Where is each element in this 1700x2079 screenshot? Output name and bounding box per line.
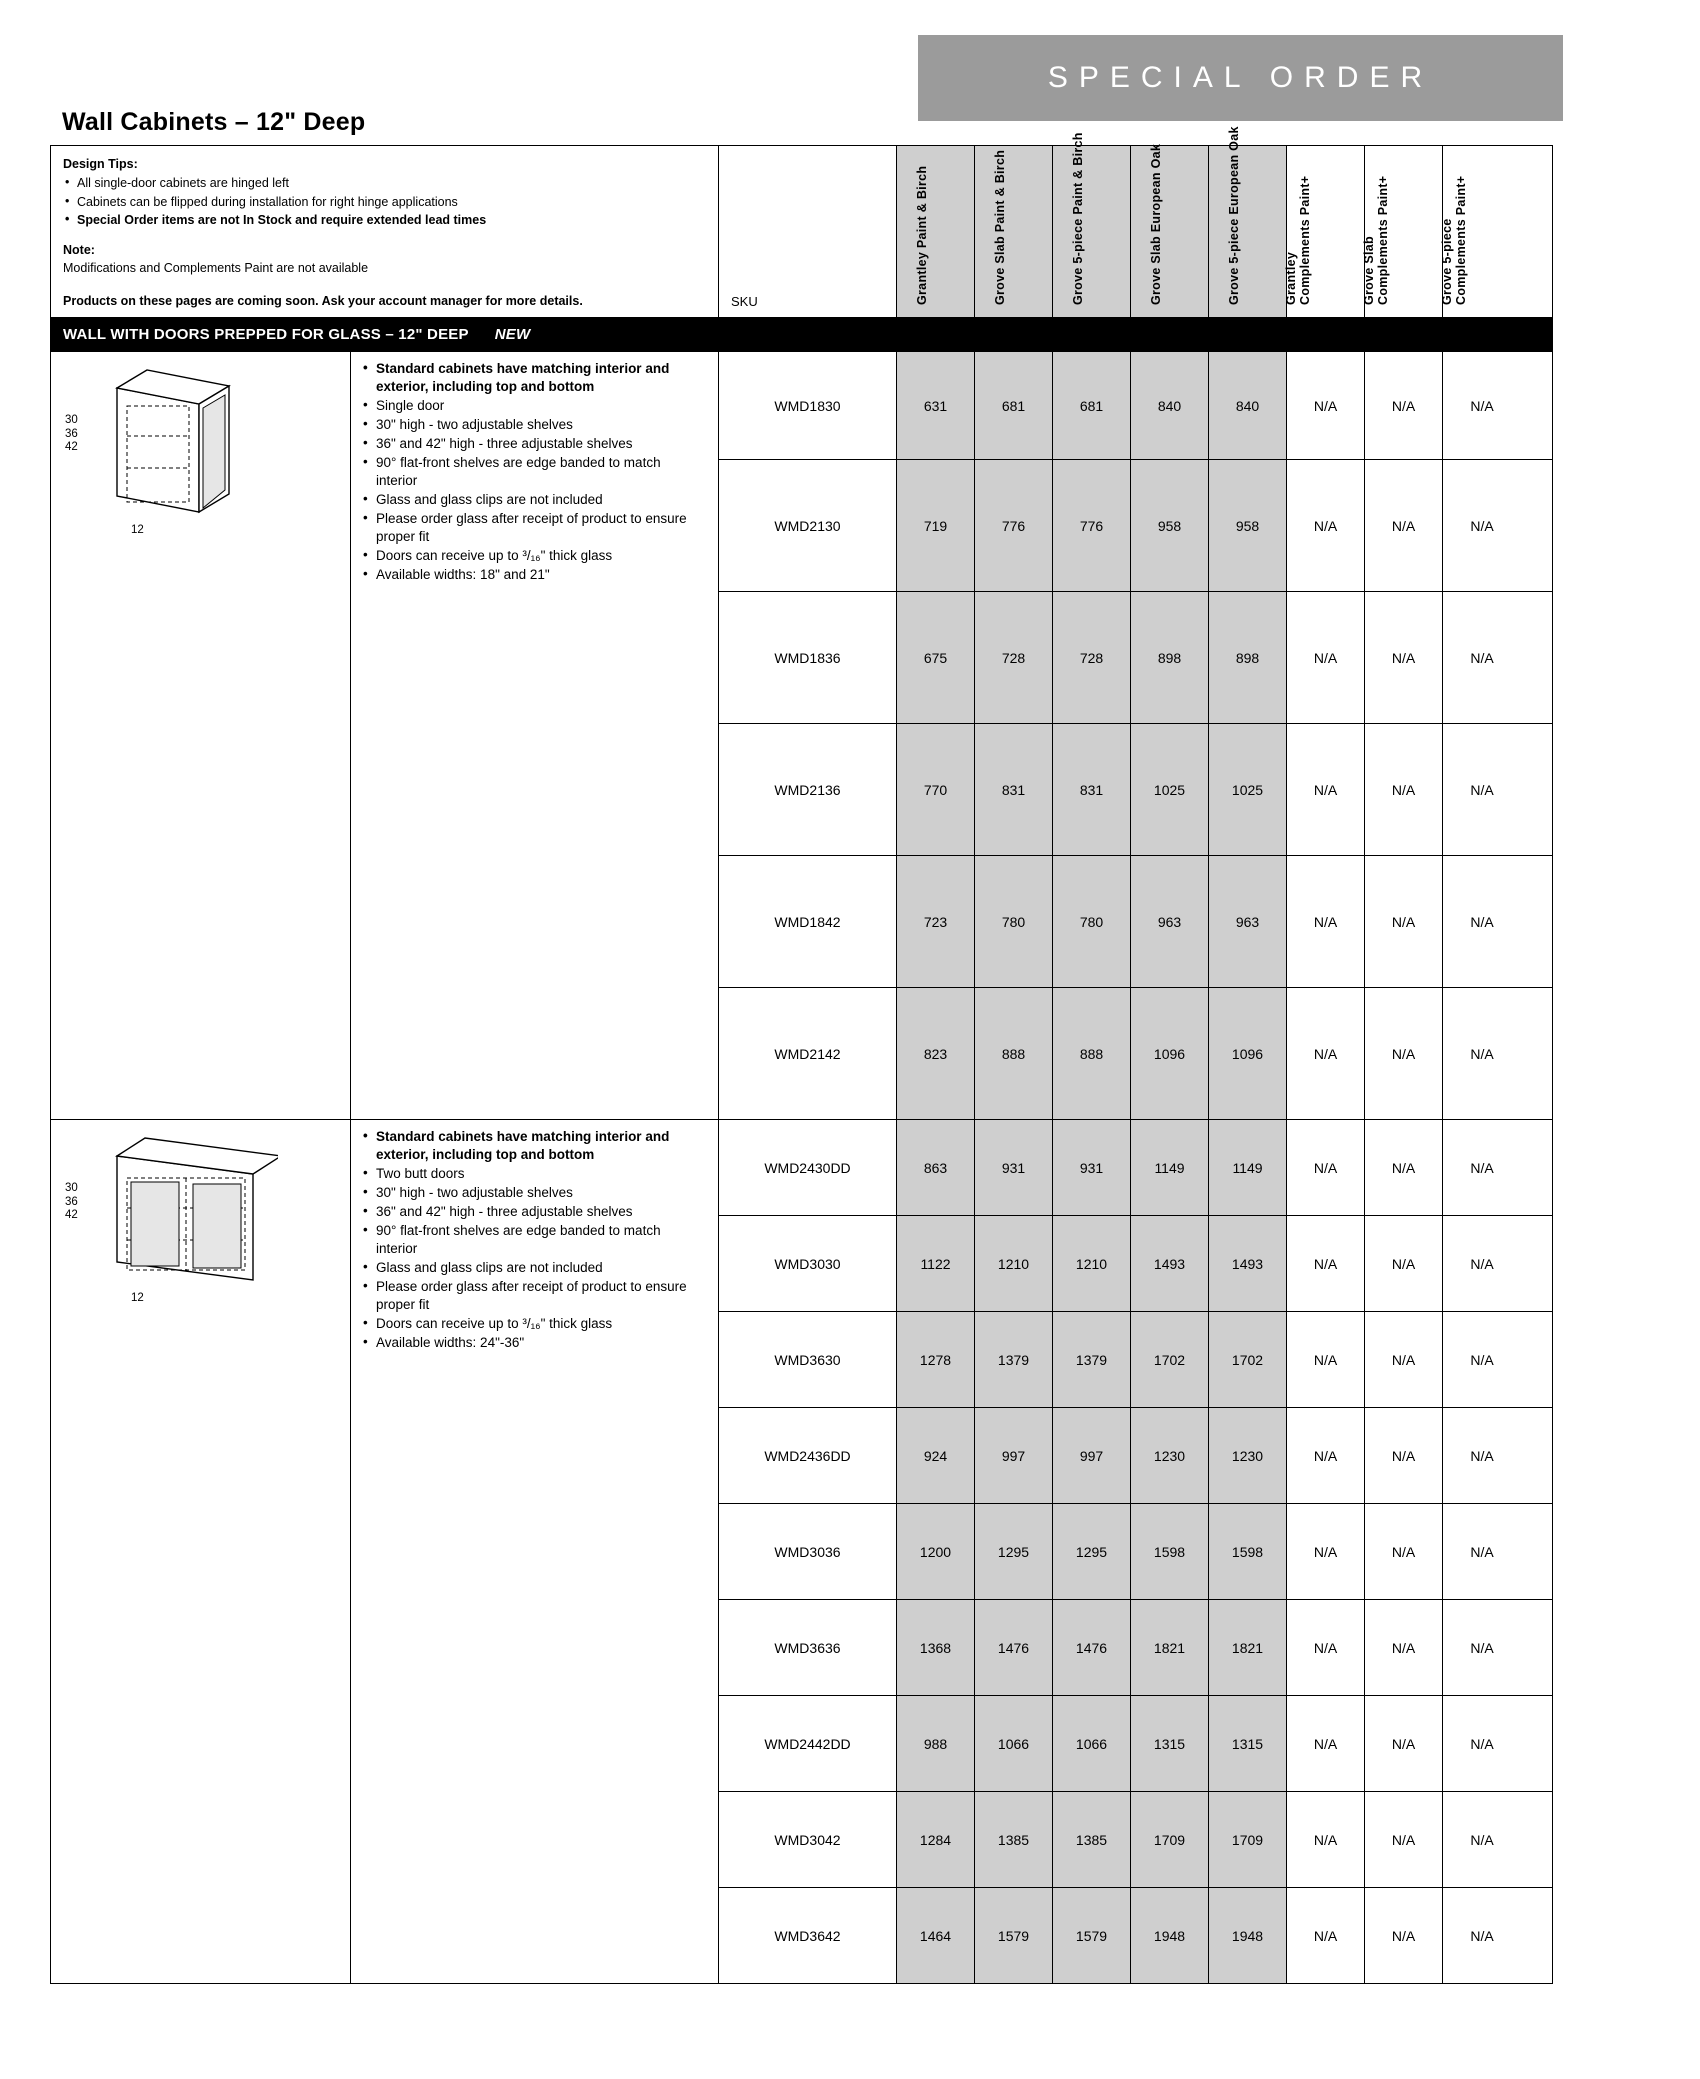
column-header-line2: Complements Paint+ <box>1375 175 1390 306</box>
price-cell: 780 <box>975 856 1053 987</box>
price-cell: N/A <box>1365 988 1443 1119</box>
price-cell: 1025 <box>1209 724 1287 855</box>
column-header-label: Grove Slab European Oak <box>1148 144 1163 306</box>
price-cell: N/A <box>1470 1831 1494 1848</box>
price-cell: N/A <box>1287 856 1365 987</box>
sku-column-header <box>719 146 897 317</box>
price-cell: N/A <box>1287 1312 1365 1407</box>
product-group-single-door <box>51 352 1552 1119</box>
feature-item: • 36" and 42" high - three adjustable shelves <box>361 435 702 453</box>
price-cell: 780 <box>1053 856 1131 987</box>
design-tip: • Special Order items are not In Stock and require extended lead times <box>63 212 706 229</box>
table-header <box>51 126 1552 318</box>
price-cell: 1230 <box>1131 1408 1209 1503</box>
price-cell: 681 <box>975 352 1053 459</box>
price-cell: 1278 <box>897 1312 975 1407</box>
depth-dimension: 12 <box>131 1292 144 1305</box>
design-tip: • Cabinets can be flipped during installation for right hinge applications <box>63 194 706 211</box>
price-cell: 728 <box>1053 592 1131 723</box>
table-row <box>719 856 1552 988</box>
price-cell: 1476 <box>1053 1600 1131 1695</box>
price-cell: 1230 <box>1209 1408 1287 1503</box>
price-cell: 958 <box>1131 460 1209 591</box>
price-cell: N/A <box>1470 649 1494 666</box>
price-cell: 728 <box>975 592 1053 723</box>
price-cell: N/A <box>1470 1927 1494 1944</box>
price-table-double-door <box>719 1120 1552 1983</box>
price-cell: 997 <box>1053 1408 1131 1503</box>
price-cell: N/A <box>1287 724 1365 855</box>
price-cell: 958 <box>1209 460 1287 591</box>
price-cell: N/A <box>1470 1255 1494 1272</box>
price-table-single-door <box>719 352 1552 1119</box>
price-cell: N/A <box>1287 1888 1365 1983</box>
price-cell: 1702 <box>1131 1312 1209 1407</box>
single-door-glass-wall-cabinet-icon <box>103 366 243 521</box>
price-cell: 1315 <box>1131 1696 1209 1791</box>
price-cell: N/A <box>1470 1045 1494 1062</box>
price-cell: N/A <box>1287 460 1365 591</box>
design-tips-block <box>51 146 719 317</box>
feature-item: • Available widths: 24"-36" <box>361 1334 702 1352</box>
price-cell: N/A <box>1470 397 1494 414</box>
column-header-line1: Grove 5-piece <box>1440 218 1454 306</box>
height-option: 42 <box>65 440 78 453</box>
table-row <box>719 460 1552 592</box>
feature-item: • Two butt doors <box>361 1165 702 1183</box>
price-cell: 723 <box>897 856 975 987</box>
sku-value: WMD3036 <box>719 1504 897 1599</box>
special-order-banner: SPECIAL ORDER <box>918 35 1563 121</box>
price-cell: N/A <box>1365 1696 1443 1791</box>
price-cell: N/A <box>1287 352 1365 459</box>
price-cell: 831 <box>1053 724 1131 855</box>
table-row <box>719 1216 1552 1312</box>
sku-value: WMD3630 <box>719 1312 897 1407</box>
height-option: 36 <box>65 427 78 440</box>
feature-item: • 30" high - two adjustable shelves <box>361 416 702 434</box>
price-cell: 1149 <box>1131 1120 1209 1215</box>
coming-soon-text: Products on these pages are coming soon. Ask your account manager for more details. <box>63 293 583 308</box>
depth-dimension: 12 <box>131 524 144 537</box>
price-cell: 776 <box>1053 460 1131 591</box>
column-header-label-group <box>1440 176 1468 305</box>
price-cell: 1464 <box>897 1888 975 1983</box>
price-sheet <box>50 126 1553 1984</box>
price-cell: N/A <box>1287 1504 1365 1599</box>
design-tip: • All single-door cabinets are hinged left <box>63 175 706 192</box>
price-cell: 1598 <box>1209 1504 1287 1599</box>
price-cell: 776 <box>975 460 1053 591</box>
price-cell: 963 <box>1209 856 1287 987</box>
sku-value: WMD3636 <box>719 1600 897 1695</box>
product-group-double-door <box>51 1119 1552 1983</box>
price-cell: 631 <box>897 352 975 459</box>
column-header-grove-5piece-paint-birch <box>1053 132 1131 317</box>
column-header-grove-5piece-european-oak <box>1209 126 1287 317</box>
table-row <box>719 1120 1552 1216</box>
column-header-label: Grove Slab Paint & Birch <box>992 150 1007 306</box>
price-cell: 1025 <box>1131 724 1209 855</box>
price-cell: 988 <box>897 1696 975 1791</box>
price-cell: 1295 <box>1053 1504 1131 1599</box>
price-cell: N/A <box>1287 1696 1365 1791</box>
price-cell: 888 <box>1053 988 1131 1119</box>
feature-item: • 90° flat-front shelves are edge banded to match interior <box>361 454 702 490</box>
design-tips-list <box>63 175 706 229</box>
feature-list <box>361 360 702 583</box>
column-header-grantley-paint-birch <box>897 146 975 317</box>
feature-item: • Please order glass after receipt of product to ensure proper fit <box>361 1278 702 1314</box>
column-header-line1: Grantley <box>1283 252 1298 306</box>
sku-value: WMD2442DD <box>719 1696 897 1791</box>
price-cell: 840 <box>1131 352 1209 459</box>
price-cell: 931 <box>975 1120 1053 1215</box>
price-cell: N/A <box>1365 460 1443 591</box>
price-cell: N/A <box>1287 1408 1365 1503</box>
price-cell: N/A <box>1470 1735 1494 1752</box>
note-text: Modifications and Complements Paint are not available <box>63 261 369 276</box>
price-cell: 1821 <box>1131 1600 1209 1695</box>
price-cell: 840 <box>1209 352 1287 459</box>
price-cell: N/A <box>1287 1792 1365 1887</box>
cabinet-illustration-double-door <box>51 1120 351 1983</box>
price-cell: N/A <box>1470 1351 1494 1368</box>
price-cell: 1149 <box>1209 1120 1287 1215</box>
price-cell: 1948 <box>1131 1888 1209 1983</box>
price-cell: 1379 <box>1053 1312 1131 1407</box>
feature-list-single-door <box>351 352 719 1119</box>
price-cell: 1066 <box>1053 1696 1131 1791</box>
price-cell: 1948 <box>1209 1888 1287 1983</box>
price-cell: 898 <box>1209 592 1287 723</box>
price-cell: 831 <box>975 724 1053 855</box>
feature-item: • Please order glass after receipt of product to ensure proper fit <box>361 510 702 546</box>
height-option: 30 <box>65 1182 78 1195</box>
feature-item: • 90° flat-front shelves are edge banded to match interior <box>361 1222 702 1258</box>
price-cell: 1598 <box>1131 1504 1209 1599</box>
price-cell: 681 <box>1053 352 1131 459</box>
column-header-label: Grove 5-piece European Oak <box>1226 126 1241 306</box>
feature-item: • Single door <box>361 397 702 415</box>
price-cell: 963 <box>1131 856 1209 987</box>
price-cell: 997 <box>975 1408 1053 1503</box>
double-door-glass-wall-cabinet-icon <box>103 1134 278 1289</box>
sku-value: WMD2136 <box>719 724 897 855</box>
column-header-grove-slab-paint-birch <box>975 146 1053 317</box>
design-tips-heading: Design Tips: <box>63 157 138 171</box>
price-cell: 675 <box>897 592 975 723</box>
column-header-label: Grove 5-piece Paint & Birch <box>1070 132 1085 306</box>
price-cell: 1493 <box>1131 1216 1209 1311</box>
table-row <box>719 1600 1552 1696</box>
sku-value: WMD1836 <box>719 592 897 723</box>
section-bar <box>51 318 1552 352</box>
price-cell: 719 <box>897 460 975 591</box>
price-cell: 1579 <box>1053 1888 1131 1983</box>
column-header-line2: Complements Paint+ <box>1297 175 1312 306</box>
feature-item: • Doors can receive up to ³/₁₆" thick glass <box>361 547 702 565</box>
price-cell: 1821 <box>1209 1600 1287 1695</box>
column-header-line2: Complements Paint+ <box>1454 175 1468 306</box>
sku-value: WMD1830 <box>719 352 897 459</box>
column-header-label: Grantley Paint & Birch <box>914 166 929 306</box>
price-cell: N/A <box>1365 1504 1443 1599</box>
price-cell: 1122 <box>897 1216 975 1311</box>
column-header-grove-slab-complements <box>1361 146 1443 317</box>
price-cell: 924 <box>897 1408 975 1503</box>
price-cell: N/A <box>1365 1888 1443 1983</box>
price-cell: 823 <box>897 988 975 1119</box>
page-title: Wall Cabinets – 12" Deep <box>62 108 366 136</box>
price-cell: 1385 <box>975 1792 1053 1887</box>
section-badge-new: NEW <box>494 326 531 344</box>
price-cell: 1315 <box>1209 1696 1287 1791</box>
feature-list-double-door <box>351 1120 719 1983</box>
height-option: 36 <box>65 1195 78 1208</box>
sku-value: WMD2130 <box>719 460 897 591</box>
price-cell: N/A <box>1470 1447 1494 1464</box>
column-header-label-group <box>1362 176 1390 305</box>
price-cell: 1368 <box>897 1600 975 1695</box>
height-dimensions <box>65 414 78 454</box>
feature-item: • Available widths: 18" and 21" <box>361 566 702 584</box>
price-cell: N/A <box>1287 1216 1365 1311</box>
table-row <box>719 352 1552 460</box>
column-header-grantley-complements <box>1283 146 1365 317</box>
feature-list <box>361 1128 702 1351</box>
price-cell: 898 <box>1131 592 1209 723</box>
price-cell: 1295 <box>975 1504 1053 1599</box>
sku-value: WMD2430DD <box>719 1120 897 1215</box>
price-cell: 1476 <box>975 1600 1053 1695</box>
feature-item: • Glass and glass clips are not included <box>361 491 702 509</box>
feature-item: • 30" high - two adjustable shelves <box>361 1184 702 1202</box>
price-cell: 1493 <box>1209 1216 1287 1311</box>
price-cell: N/A <box>1365 724 1443 855</box>
price-cell: 1379 <box>975 1312 1053 1407</box>
section-title: WALL WITH DOORS PREPPED FOR GLASS – 12" DEEP <box>63 326 469 344</box>
price-cell: N/A <box>1365 856 1443 987</box>
table-row <box>719 1504 1552 1600</box>
price-cell: 1210 <box>975 1216 1053 1311</box>
price-cell: N/A <box>1365 1312 1443 1407</box>
price-cell: 770 <box>897 724 975 855</box>
price-cell: 1200 <box>897 1504 975 1599</box>
price-cell: N/A <box>1365 1792 1443 1887</box>
table-row <box>719 592 1552 724</box>
price-cell: N/A <box>1365 1408 1443 1503</box>
table-row <box>719 1696 1552 1792</box>
price-cell: N/A <box>1470 1639 1494 1656</box>
column-header-grove-5piece-complements <box>1440 146 1521 317</box>
table-row <box>719 1792 1552 1888</box>
column-header-label-group <box>1284 176 1312 305</box>
price-cell: 1385 <box>1053 1792 1131 1887</box>
table-row <box>719 1312 1552 1408</box>
price-cell: N/A <box>1365 1120 1443 1215</box>
table-row <box>719 1888 1552 1983</box>
price-cell: N/A <box>1365 352 1443 459</box>
price-cell: N/A <box>1470 1543 1494 1560</box>
price-cell: N/A <box>1287 988 1365 1119</box>
sku-value: WMD2436DD <box>719 1408 897 1503</box>
sku-value: WMD2142 <box>719 988 897 1119</box>
column-header-grove-slab-european-oak <box>1131 146 1209 317</box>
price-cell: N/A <box>1287 1120 1365 1215</box>
price-cell: N/A <box>1365 592 1443 723</box>
price-cell: 1709 <box>1209 1792 1287 1887</box>
table-row <box>719 1408 1552 1504</box>
price-cell: N/A <box>1470 1159 1494 1176</box>
price-cell: 1709 <box>1131 1792 1209 1887</box>
note-heading: Note: <box>63 243 95 257</box>
price-cell: 1096 <box>1209 988 1287 1119</box>
price-cell: 1579 <box>975 1888 1053 1983</box>
table-row <box>719 988 1552 1119</box>
price-cell: N/A <box>1365 1600 1443 1695</box>
height-option: 30 <box>65 414 78 427</box>
price-cell: 1066 <box>975 1696 1053 1791</box>
price-cell: 1284 <box>897 1792 975 1887</box>
sku-value: WMD1842 <box>719 856 897 987</box>
price-cell: N/A <box>1470 517 1494 534</box>
price-cell: N/A <box>1365 1216 1443 1311</box>
sku-value: WMD3642 <box>719 1888 897 1983</box>
price-cell: 888 <box>975 988 1053 1119</box>
height-option: 42 <box>65 1208 78 1221</box>
price-cell: 863 <box>897 1120 975 1215</box>
feature-item: • Standard cabinets have matching interior and exterior, including top and bottom <box>361 1128 702 1164</box>
sku-value: WMD3030 <box>719 1216 897 1311</box>
feature-item: • Standard cabinets have matching interior and exterior, including top and bottom <box>361 360 702 396</box>
cabinet-illustration-single-door <box>51 352 351 1119</box>
price-cell: N/A <box>1287 1600 1365 1695</box>
price-cell: 1702 <box>1209 1312 1287 1407</box>
feature-item: • 36" and 42" high - three adjustable shelves <box>361 1203 702 1221</box>
price-cell: 1210 <box>1053 1216 1131 1311</box>
price-cell: N/A <box>1470 913 1494 930</box>
table-row <box>719 724 1552 856</box>
height-dimensions <box>65 1182 78 1222</box>
feature-item: • Doors can receive up to ³/₁₆" thick glass <box>361 1315 702 1333</box>
sku-value: WMD3042 <box>719 1792 897 1887</box>
column-header-line1: Grove Slab <box>1361 236 1376 306</box>
sku-label: SKU <box>731 294 758 310</box>
feature-item: • Glass and glass clips are not included <box>361 1259 702 1277</box>
price-cell: 1096 <box>1131 988 1209 1119</box>
price-cell: N/A <box>1470 781 1494 798</box>
price-cell: N/A <box>1287 592 1365 723</box>
price-cell: 931 <box>1053 1120 1131 1215</box>
